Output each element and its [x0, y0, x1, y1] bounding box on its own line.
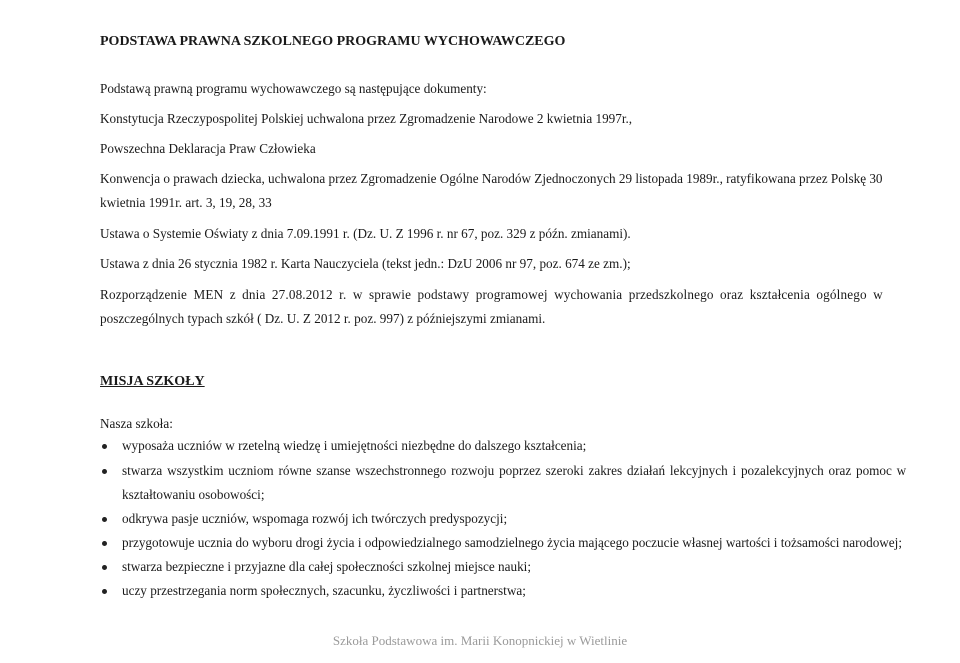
legal-item-regulation: Rozporządzenie MEN z dnia 27.08.2012 r. w sprawie podstawy programowej wychowania przedszkolnego oraz kształcenia ogólnego w	[100, 287, 883, 302]
bullet-icon	[102, 517, 107, 522]
mission-intro: Nasza szkoła:	[100, 416, 173, 431]
mission-item: odkrywa pasje uczniów, wspomaga rozwój ich twórczych predyspozycji;	[122, 511, 508, 526]
bullet-icon	[102, 541, 107, 546]
legal-item-education-act: Ustawa o Systemie Oświaty z dnia 7.09.1991 r. (Dz. U. Z 1996 r. nr 67, poz. 329 z późn. zmianami).	[100, 226, 631, 241]
mission-item: uczy przestrzegania norm społecznych, szacunku, życzliwości i partnerstwa;	[122, 583, 526, 598]
legal-item-convention-cont: kwietnia 1991r. art. 3, 19, 28, 33	[100, 195, 272, 210]
mission-item: stwarza bezpieczne i przyjazne dla całej społeczności szkolnej miejsce nauki;	[122, 559, 531, 574]
legal-item-regulation-cont: poszczególnych typach szkół ( Dz. U. Z 2012 r. poz. 997) z późniejszymi zmianami.	[100, 311, 546, 326]
legal-item-constitution: Konstytucja Rzeczypospolitej Polskiej uchwalona przez Zgromadzenie Narodowe 2 kwietnia 1997r.,	[100, 111, 633, 126]
mission-item: stwarza wszystkim uczniom równe szanse wszechstronnego rozwoju poprzez szeroki zakres działań lekcyjnych i pozalekcyjnych oraz pomoc w	[122, 463, 907, 478]
bullet-icon	[102, 444, 107, 449]
page-footer: Szkoła Podstawowa im. Marii Konopnickiej w Wietlinie	[332, 633, 628, 648]
mission-item: wyposaża uczniów w rzetelną wiedzę i umiejętności niezbędne do dalszego kształcenia;	[122, 438, 587, 453]
page-title: PODSTAWA PRAWNA SZKOLNEGO PROGRAMU WYCHOWAWCZEGO	[100, 34, 566, 49]
legal-item-teacher-charter: Ustawa z dnia 26 stycznia 1982 r. Karta Nauczyciela (tekst jedn.: DzU 2006 nr 97, poz. 674 ze zm.);	[100, 256, 631, 271]
legal-intro: Podstawą prawną programu wychowawczego są następujące dokumenty:	[100, 81, 487, 96]
mission-heading: MISJA SZKOŁY	[100, 374, 205, 389]
bullet-icon	[102, 565, 107, 570]
mission-item-cont: kształtowaniu osobowości;	[122, 487, 265, 502]
legal-item-declaration: Powszechna Deklaracja Praw Człowieka	[100, 141, 316, 156]
bullet-icon	[102, 469, 107, 474]
bullet-icon	[102, 589, 107, 594]
mission-item: przygotowuje ucznia do wyboru drogi życia i odpowiedzialnego samodzielnego życia mającego poczucie własnej wartości i tożsamości narodowej;	[122, 535, 902, 550]
legal-item-convention: Konwencja o prawach dziecka, uchwalona przez Zgromadzenie Ogólne Narodów Zjednoczonych 29 listopada 1989r., ratyfikowana przez Polskę 30	[100, 171, 883, 186]
